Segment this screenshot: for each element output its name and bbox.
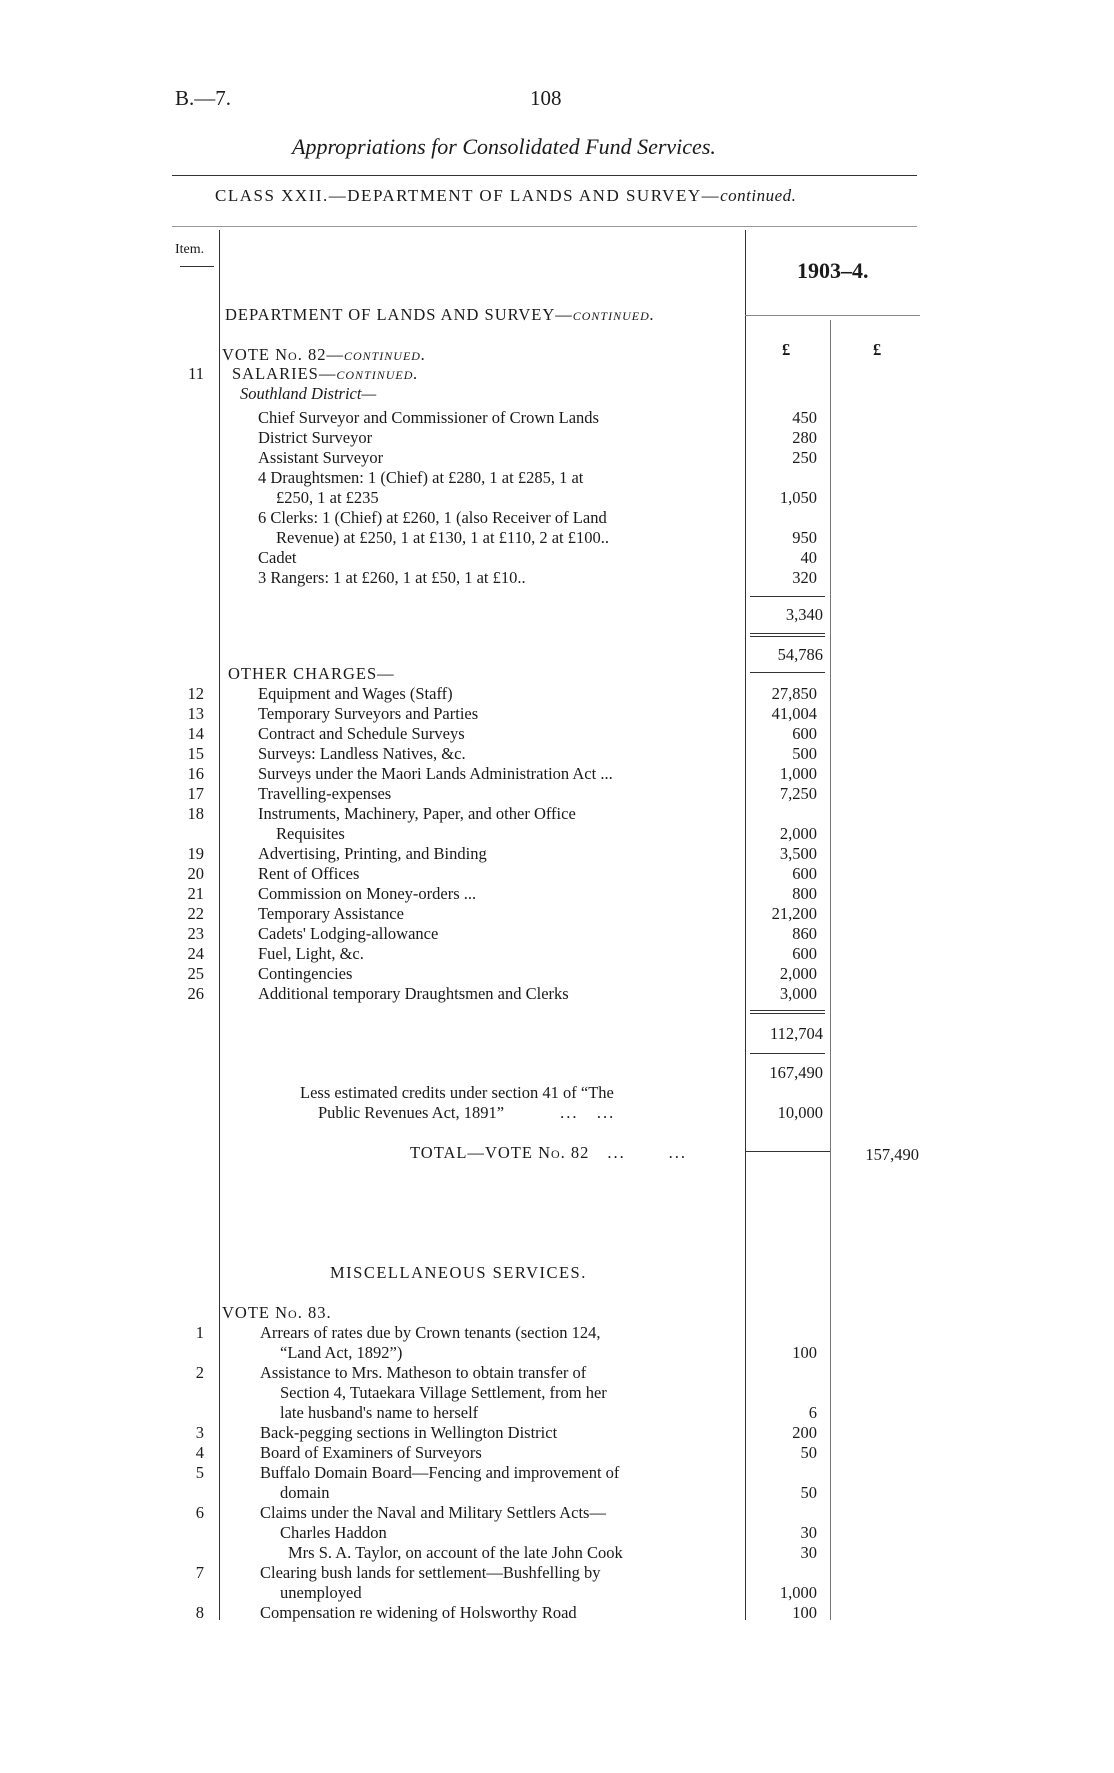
item-number: 22 [187,904,204,923]
other-total-rule [750,1010,825,1011]
misc-row-amount: 1,000 [779,1583,817,1602]
misc-row-text-cont: late husband's name to herself [280,1403,479,1422]
department-heading-rule [745,315,920,316]
salary-row-text-cont: £250, 1 at £235 [276,488,379,507]
less-credits-amount: 10,000 [777,1103,823,1122]
document-reference: B.—7. [175,86,232,110]
pound-sign-2: £ [873,340,882,359]
salary-row-amount: 950 [792,528,817,547]
other-charge-amount: 41,004 [771,704,817,723]
other-charge-text-cont: Requisites [276,824,345,843]
item-number: 2 [195,1363,204,1382]
salary-row-text: Assistant Surveyor [258,448,384,467]
salary-row-amount: 40 [800,548,817,567]
misc-row-text: Arrears of rates due by Crown tenants (section 124, [260,1323,601,1342]
misc-row-text: Buffalo Domain Board—Fencing and improvement of [260,1463,620,1482]
other-charge-amount: 600 [792,944,817,963]
other-charge-amount: 3,500 [779,844,817,863]
salaries-heading-text: SALARIES— [232,364,337,383]
other-charge-amount: 21,200 [771,904,817,923]
item-column-header: Item. [175,242,205,257]
misc-row-amount: 100 [792,1343,817,1362]
vote-83-label: VOTE No. 83. [222,1303,332,1322]
item-number: 7 [195,1563,204,1582]
misc-row-amount: 200 [792,1423,817,1442]
misc-row-text: Board of Examiners of Surveyors [260,1443,482,1462]
class-title [215,186,796,206]
other-charge-amount: 500 [792,744,817,763]
year-header: 1903–4. [797,258,869,283]
item-number: 26 [187,984,204,1003]
misc-row-amount: 50 [800,1443,817,1462]
miscellaneous-heading: MISCELLANEOUS SERVICES. [330,1263,587,1282]
salary-row-text: Cadet [258,548,297,567]
salary-row-text: 6 Clerks: 1 (Chief) at £260, 1 (also Receiver of Land [258,508,607,527]
other-charge-text: Instruments, Machinery, Paper, and other Office [258,804,576,823]
department-heading-suffix: continued. [572,305,655,324]
salary-row-text-cont: Revenue) at £250, 1 at £130, 1 at £110, 2 at £100.. [276,528,609,547]
other-charge-text: Contingencies [258,964,353,983]
other-charge-text: Fuel, Light, &c. [258,944,364,963]
other-charge-text: Surveys: Landless Natives, &c. [258,744,466,763]
item-number: 15 [187,744,204,763]
salaries-total-rule [750,596,825,597]
item-number: 3 [195,1423,204,1442]
item-number: 14 [187,724,204,743]
header-rule [172,175,917,176]
item-number: 19 [187,844,204,863]
less-credits-line1: Less estimated credits under section 41 of “The [300,1083,614,1102]
class-title-text: CLASS XXII.—DEPARTMENT OF LANDS AND SURVEY— [215,186,721,205]
misc-row-text: Claims under the Naval and Military Settlers Acts— [260,1503,606,1522]
vote-82-label [222,345,426,365]
other-charge-text: Rent of Offices [258,864,360,883]
less-credits-line2-text: Public Revenues Act, 1891” [318,1103,505,1122]
other-charge-text: Equipment and Wages (Staff) [258,684,453,703]
southland-subheading: Southland District— [240,384,377,403]
misc-row-text-cont: Section 4, Tutaekara Village Settlement, from her [280,1383,607,1402]
other-charge-amount: 7,250 [779,784,817,803]
misc-row-amount: 50 [800,1483,817,1502]
item-number: 23 [187,924,204,943]
misc-row-text: Compensation re widening of Holsworthy Road [260,1603,577,1622]
grand-subtotal: 167,490 [769,1063,823,1082]
salary-row-text: 4 Draughtsmen: 1 (Chief) at £280, 1 at £285, 1 at [258,468,584,487]
other-charge-amount: 860 [792,924,817,943]
department-heading-text: DEPARTMENT OF LANDS AND SURVEY— [225,305,573,324]
other-charge-amount: 2,000 [779,964,817,983]
subtotal-rule [750,1053,825,1054]
other-charge-text: Cadets' Lodging-allowance [258,924,439,943]
other-charge-amount: 27,850 [771,684,817,703]
item-number: 6 [195,1503,204,1522]
other-charge-text: Surveys under the Maori Lands Administration Act ... [258,764,613,783]
cumulative-rule [750,672,825,673]
other-charge-amount: 2,000 [779,824,817,843]
misc-row-amount: 30 [800,1523,817,1542]
other-charge-amount: 600 [792,864,817,883]
salary-row-text: District Surveyor [258,428,373,447]
misc-row-amount: 6 [808,1403,817,1422]
item-number: 17 [187,784,204,803]
vote-82-text: VOTE No. 82— [222,345,344,364]
salaries-total: 3,340 [785,605,823,624]
other-charge-text: Advertising, Printing, and Binding [258,844,487,863]
less-credits-line2: Public Revenues Act, 1891” ... ... [318,1103,616,1122]
item-number: 1 [195,1323,204,1342]
other-charge-amount: 600 [792,724,817,743]
item-number: 16 [187,764,204,783]
total-vote-82-amount: 157,490 [865,1145,919,1164]
pound-sign-1: £ [782,340,791,359]
vote-82-suffix: continued. [343,345,427,364]
misc-row-text: Mrs S. A. Taylor, on account of the late John Cook [288,1543,623,1562]
other-charge-amount: 1,000 [779,764,817,783]
misc-row-amount: 30 [800,1543,817,1562]
item-number: 18 [187,804,204,823]
department-heading [225,305,655,325]
item-number: 20 [187,864,204,883]
other-total-rule-2 [750,1013,825,1014]
misc-row-text: Back-pegging sections in Wellington District [260,1423,558,1442]
item-number: 5 [195,1463,204,1482]
misc-row-amount: 100 [792,1603,817,1622]
salary-row-amount: 280 [792,428,817,447]
misc-row-text: Clearing bush lands for settlement—Bushfelling by [260,1563,601,1582]
other-charges-heading: OTHER CHARGES— [228,664,395,683]
other-charge-amount: 800 [792,884,817,903]
page-number: 108 [530,86,562,110]
salary-row-amount: 250 [792,448,817,467]
salary-row-amount: 450 [792,408,817,427]
salaries-heading [232,364,418,384]
total-vote-82-label: TOTAL—VOTE No. 82 ... ... [410,1143,688,1162]
misc-row-text-cont: Charles Haddon [280,1523,387,1542]
other-charges-total: 112,704 [769,1024,823,1043]
item-number: 25 [187,964,204,983]
misc-row-text: Assistance to Mrs. Matheson to obtain transfer of [260,1363,587,1382]
item-head-rule [180,266,214,267]
salary-row-text: Chief Surveyor and Commissioner of Crown Lands [258,408,599,427]
other-charge-text: Temporary Surveyors and Parties [258,704,479,723]
class-title-suffix: continued. [720,186,797,205]
misc-row-text-cont: “Land Act, 1892”) [280,1343,403,1362]
other-charge-text: Contract and Schedule Surveys [258,724,465,743]
misc-row-text-cont: domain [280,1483,330,1502]
item-number: 8 [195,1603,204,1622]
item-number: 24 [187,944,204,963]
salaries-double-rule-2 [750,636,825,637]
total-rule [745,1151,830,1152]
other-charge-text: Travelling-expenses [258,784,392,803]
misc-row-text-cont: unemployed [280,1583,362,1602]
salary-row-amount: 320 [792,568,817,587]
page-title: Appropriations for Consolidated Fund Services. [292,134,716,159]
salaries-cumulative: 54,786 [777,645,823,664]
other-charge-text: Commission on Money-orders ... [258,884,477,903]
item-number: 13 [187,704,204,723]
salaries-heading-suffix: continued. [336,364,419,383]
other-charge-text: Temporary Assistance [258,904,404,923]
class-rule [172,226,917,227]
other-charge-text: Additional temporary Draughtsmen and Clerks [258,984,569,1003]
salaries-double-rule [750,633,825,634]
item-number: 11 [188,364,204,383]
total-vote-82-text: TOTAL—VOTE No. 82 [410,1143,590,1162]
amount-column-rule-right [830,320,831,1620]
salary-row-amount: 1,050 [779,488,817,507]
item-number: 21 [187,884,204,903]
item-number: 4 [195,1443,204,1462]
item-column-rule [219,230,220,1620]
item-number: 12 [187,684,204,703]
salary-row-text: 3 Rangers: 1 at £260, 1 at £50, 1 at £10.. [258,568,526,587]
other-charge-amount: 3,000 [779,984,817,1003]
